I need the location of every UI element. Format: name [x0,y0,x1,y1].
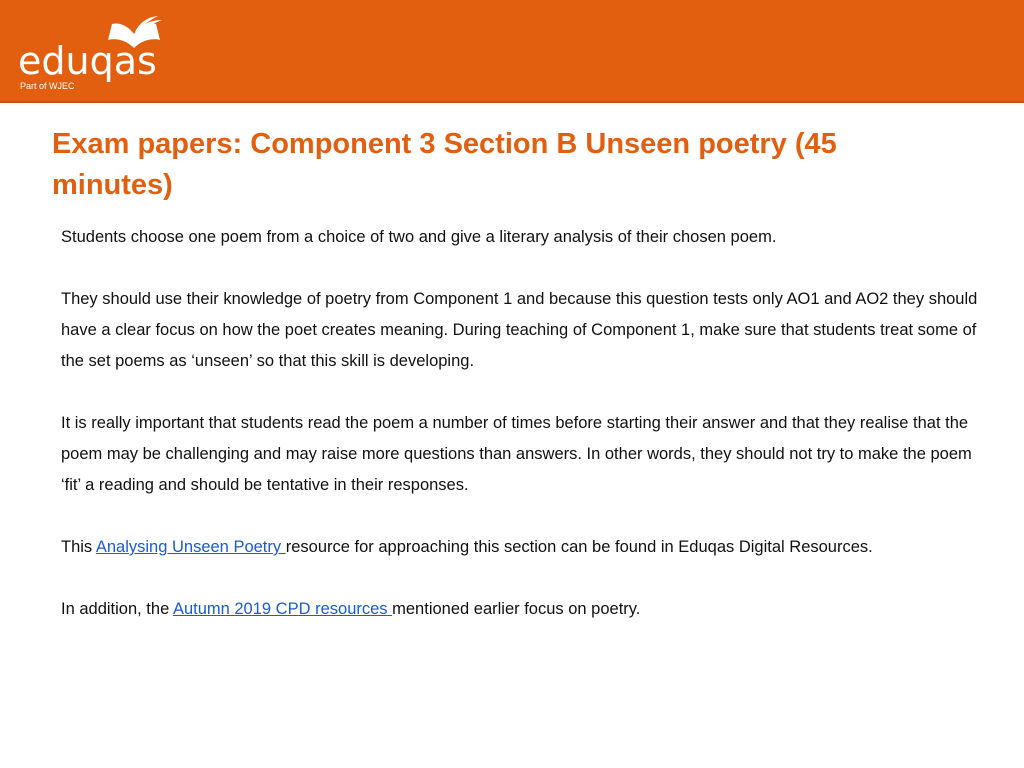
paragraph-5 [61,594,981,625]
paragraph-5-suffix: mentioned earlier focus on poetry. [392,600,641,618]
content-body [61,222,981,656]
paragraph-4-prefix: This [61,538,96,556]
paragraph-4 [61,532,981,563]
paragraph-2: They should use their knowledge of poetry from Component 1 and because this question tests only AO1 and AO2 they should have a clear focus on how the poet creates meaning. During teaching of Component 1, make sure that students treat some of the set poems as ‘unseen’ so that this skill is developing. [61,290,978,370]
page-title: Exam papers: Component 3 Section B Unseen poetry (45 minutes) [52,128,837,201]
logo-wordmark: eduqas [18,39,157,83]
logo-tagline: Part of WJEC [20,81,75,91]
paragraph-5-prefix: In addition, the [61,600,173,618]
eduqas-logo[interactable] [16,12,166,92]
paragraph-4-suffix: resource for approaching this section can be found in Eduqas Digital Resources. [285,538,873,556]
paragraph-1: Students choose one poem from a choice of two and give a literary analysis of their chosen poem. [61,228,777,246]
autumn-2019-cpd-resources-link[interactable]: Autumn 2019 CPD resources [172,600,393,618]
paragraph-3: It is really important that students read the poem a number of times before starting their answer and that they realise that the poem may be challenging and may raise more questions than answers. In other words, they should not try to make the poem ‘fit’ a reading and should be tentative in their responses. [61,414,972,494]
analysing-unseen-poetry-link[interactable]: Analysing Unseen Poetry [95,538,286,556]
header-bar [0,0,1024,103]
